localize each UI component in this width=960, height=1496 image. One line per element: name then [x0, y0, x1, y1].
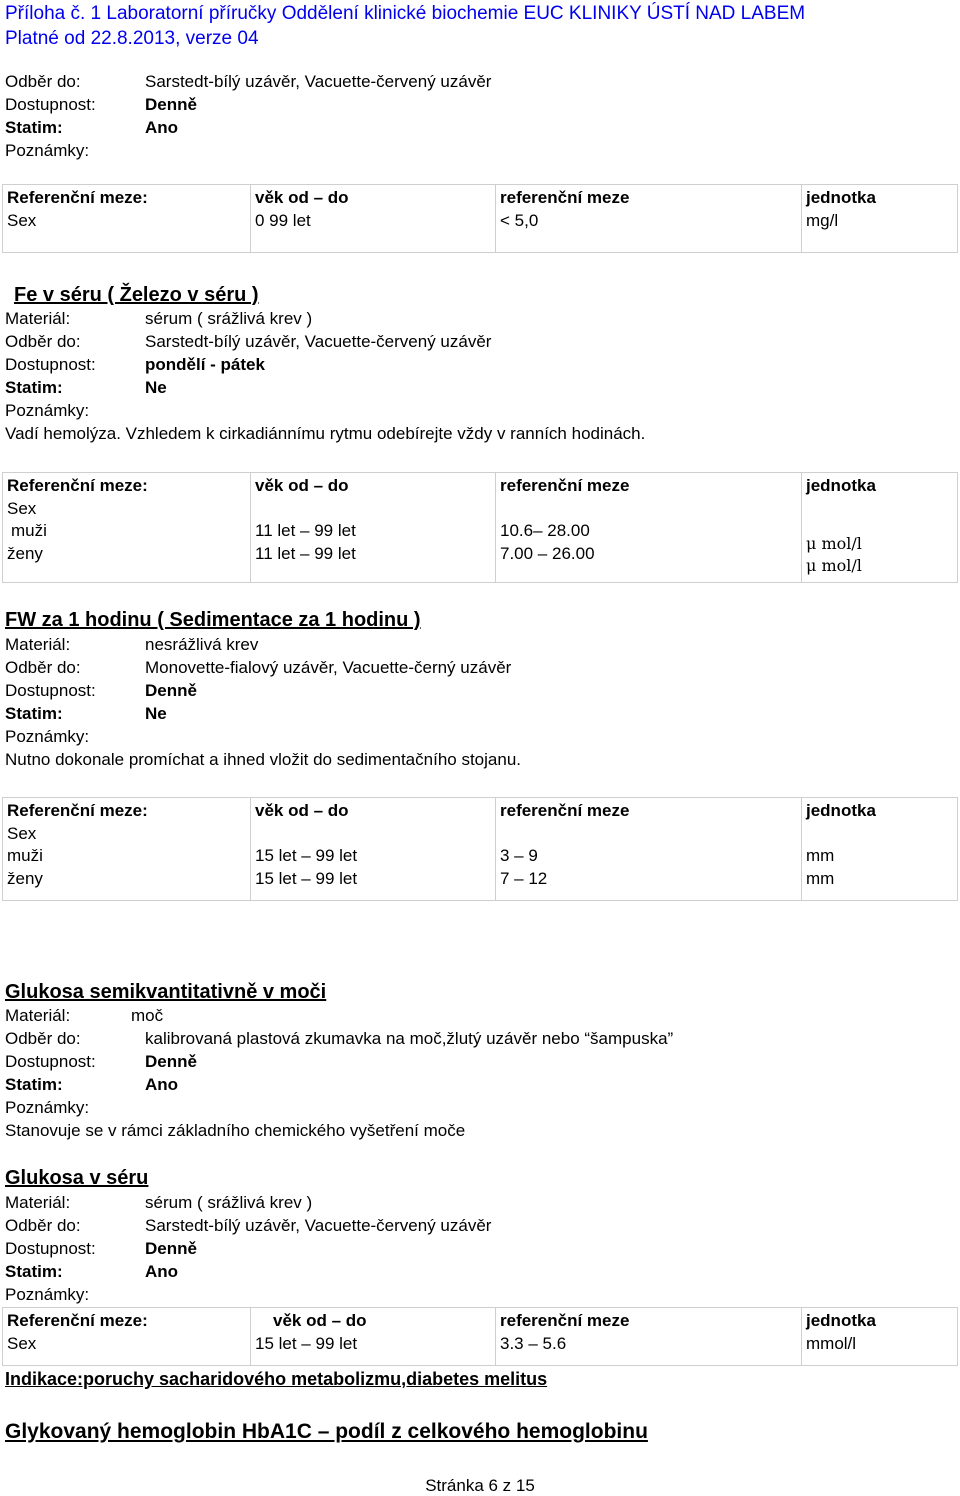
- dostupnost-label: Dostupnost:: [5, 355, 96, 374]
- range-value: 3.3 – 5.6: [500, 1333, 567, 1353]
- unit-cell: [802, 185, 958, 253]
- sex-value: muži: [11, 521, 47, 540]
- odber-label: Odběr do:: [5, 72, 81, 91]
- statim-value: Ano: [145, 1075, 179, 1094]
- age-cell: [251, 185, 496, 253]
- sex-header: Sex: [7, 823, 37, 843]
- table-row: [3, 1308, 958, 1366]
- material-label: Materiál:: [5, 1193, 71, 1212]
- ref-label: Referenční meze:: [7, 801, 148, 820]
- statim-label: Statim:: [5, 378, 63, 397]
- age-header: věk od – do: [255, 476, 349, 495]
- statim-value: Ne: [145, 378, 167, 397]
- statim-label: Statim:: [5, 704, 63, 723]
- sex-header: Sex: [7, 498, 37, 518]
- statim-label: Statim:: [5, 1075, 63, 1094]
- age-value: 11 let – 99 let: [255, 543, 356, 563]
- unit-value: mmol/l: [806, 1333, 857, 1353]
- odber-value: Sarstedt-bílý uzávěr, Vacuette-červený uzávěr: [145, 72, 492, 91]
- page-number: Stránka 6 z 15: [425, 1476, 535, 1495]
- poznamky-label: Poznámky:: [5, 1285, 90, 1304]
- table-row: [3, 798, 958, 901]
- range-value: 3 – 9: [500, 846, 538, 865]
- odber-value: kalibrovaná plastová zkumavka na moč,žlutý uzávěr nebo “šampuska”: [145, 1029, 674, 1048]
- range-header: referenční meze: [500, 1311, 630, 1330]
- table-row: [3, 185, 958, 253]
- age-value: 15 let – 99 let: [255, 868, 358, 888]
- unit-value: μ mol/l: [806, 533, 862, 553]
- dostupnost-value: Denně: [145, 1052, 197, 1071]
- age-header: věk od – do: [255, 801, 349, 820]
- odber-label: Odběr do:: [5, 1216, 81, 1235]
- unit-value: mm: [806, 846, 835, 865]
- dostupnost-label: Dostupnost:: [5, 1052, 96, 1071]
- dostupnost-value: Denně: [145, 681, 197, 700]
- age-cell: [251, 473, 496, 583]
- dostupnost-label: Dostupnost:: [5, 95, 96, 114]
- age-value: 11 let – 99 let: [255, 521, 356, 540]
- dostupnost-label: Dostupnost:: [5, 681, 96, 700]
- poznamky-label: Poznámky:: [5, 727, 90, 746]
- document-header-line2: Platné od 22.8.2013, verze 04: [5, 28, 259, 49]
- odber-label: Odběr do:: [5, 1029, 81, 1048]
- material-label: Materiál:: [5, 309, 71, 328]
- document-header-line1: Příloha č. 1 Laboratorní příručky Oddělení klinické biochemie EUC KLINIKY ÚSTÍ NAD LABEM: [5, 3, 806, 24]
- odber-label: Odběr do:: [5, 658, 81, 677]
- unit-header: jednotka: [806, 476, 876, 495]
- dostupnost-value: Denně: [145, 1239, 197, 1258]
- dostupnost-value: Denně: [145, 95, 197, 114]
- ref-label: Referenční meze:: [7, 476, 148, 495]
- age-cell: [251, 798, 496, 901]
- material-value: moč: [131, 1006, 164, 1025]
- section-title-fw: FW za 1 hodinu ( Sedimentace za 1 hodinu ): [5, 609, 421, 631]
- odber-value: Sarstedt-bílý uzávěr, Vacuette-červený uzávěr: [145, 1216, 492, 1235]
- age-header: věk od – do: [273, 1311, 367, 1330]
- statim-label: Statim:: [5, 118, 63, 137]
- age-header: věk od – do: [255, 188, 349, 207]
- unit-value: mm: [806, 868, 835, 888]
- reference-table-glukosa: [2, 1307, 958, 1366]
- material-value: sérum ( srážlivá krev ): [145, 1193, 313, 1212]
- section-title-glukosa-seru: Glukosa v séru: [5, 1167, 149, 1189]
- table-row: [3, 473, 958, 583]
- unit-cell: [802, 798, 958, 901]
- reference-table-fe: [2, 472, 958, 583]
- sex-value: Sex: [7, 210, 37, 230]
- age-value: 15 let – 99 let: [255, 1333, 358, 1353]
- note-text: Nutno dokonale promíchat a ihned vložit do sedimentačního stojanu.: [5, 750, 521, 769]
- ref-label: Referenční meze:: [7, 1311, 148, 1330]
- age-cell: [251, 1308, 496, 1366]
- range-header: referenční meze: [500, 476, 630, 495]
- age-value: 15 let – 99 let: [255, 846, 358, 865]
- range-value: 7 – 12: [500, 868, 548, 888]
- statim-value: Ano: [145, 118, 179, 137]
- unit-cell: [802, 1308, 958, 1366]
- statim-label: Statim:: [5, 1262, 63, 1281]
- odber-value: Monovette-fialový uzávěr, Vacuette-černý uzávěr: [145, 658, 512, 677]
- section-title-fe: Fe v séru ( Železo v séru ): [14, 284, 259, 306]
- unit-header: jednotka: [806, 801, 876, 820]
- range-value: < 5,0: [500, 210, 539, 230]
- range-cell: [496, 1308, 802, 1366]
- material-value: sérum ( srážlivá krev ): [145, 309, 313, 328]
- unit-value: μ mol/l: [806, 555, 862, 575]
- dostupnost-value: pondělí - pátek: [145, 355, 265, 374]
- statim-value: Ano: [145, 1262, 179, 1281]
- range-value: 7.00 – 26.00: [500, 543, 595, 563]
- range-value: 10.6– 28.00: [500, 521, 590, 540]
- odber-value: Sarstedt-bílý uzávěr, Vacuette-červený uzávěr: [145, 332, 492, 351]
- sex-cell: [3, 473, 251, 583]
- reference-table-0: [2, 184, 958, 253]
- sex-value: Sex: [7, 1333, 37, 1353]
- unit-header: jednotka: [806, 1311, 876, 1330]
- reference-table-fw: [2, 797, 958, 901]
- unit-header: jednotka: [806, 188, 876, 207]
- range-cell: [496, 473, 802, 583]
- material-label: Materiál:: [5, 1006, 71, 1025]
- unit-cell: [802, 473, 958, 583]
- sex-cell: [3, 1308, 251, 1366]
- poznamky-label: Poznámky:: [5, 401, 90, 420]
- age-value: 0 99 let: [255, 210, 311, 230]
- poznamky-label: Poznámky:: [5, 141, 90, 160]
- material-label: Materiál:: [5, 635, 71, 654]
- unit-value: mg/l: [806, 210, 839, 230]
- odber-label: Odběr do:: [5, 332, 81, 351]
- ref-label: Referenční meze:: [7, 188, 148, 207]
- sex-value: ženy: [7, 868, 43, 888]
- note-text: Vadí hemolýza. Vzhledem k cirkadiánnímu rytmu odebírejte vždy v ranních hodinách.: [5, 424, 646, 443]
- indikace-text: Indikace:poruchy sacharidového metabolizmu,diabetes melitus: [5, 1369, 548, 1389]
- sex-cell: [3, 185, 251, 253]
- statim-value: Ne: [145, 704, 167, 723]
- poznamky-label: Poznámky:: [5, 1098, 90, 1117]
- section-title-hba1c: Glykovaný hemoglobin HbA1C – podíl z celkového hemoglobinu: [5, 1420, 648, 1443]
- material-value: nesrážlivá krev: [145, 635, 259, 654]
- range-header: referenční meze: [500, 188, 630, 207]
- section-title-glukosa-moc: Glukosa semikvantitativně v moči: [5, 981, 327, 1003]
- sex-value: ženy: [7, 543, 43, 563]
- range-cell: [496, 798, 802, 901]
- dostupnost-label: Dostupnost:: [5, 1239, 96, 1258]
- sex-cell: [3, 798, 251, 901]
- range-header: referenční meze: [500, 801, 630, 820]
- note-text: Stanovuje se v rámci základního chemického vyšetření moče: [5, 1121, 466, 1140]
- range-cell: [496, 185, 802, 253]
- sex-value: muži: [7, 846, 43, 865]
